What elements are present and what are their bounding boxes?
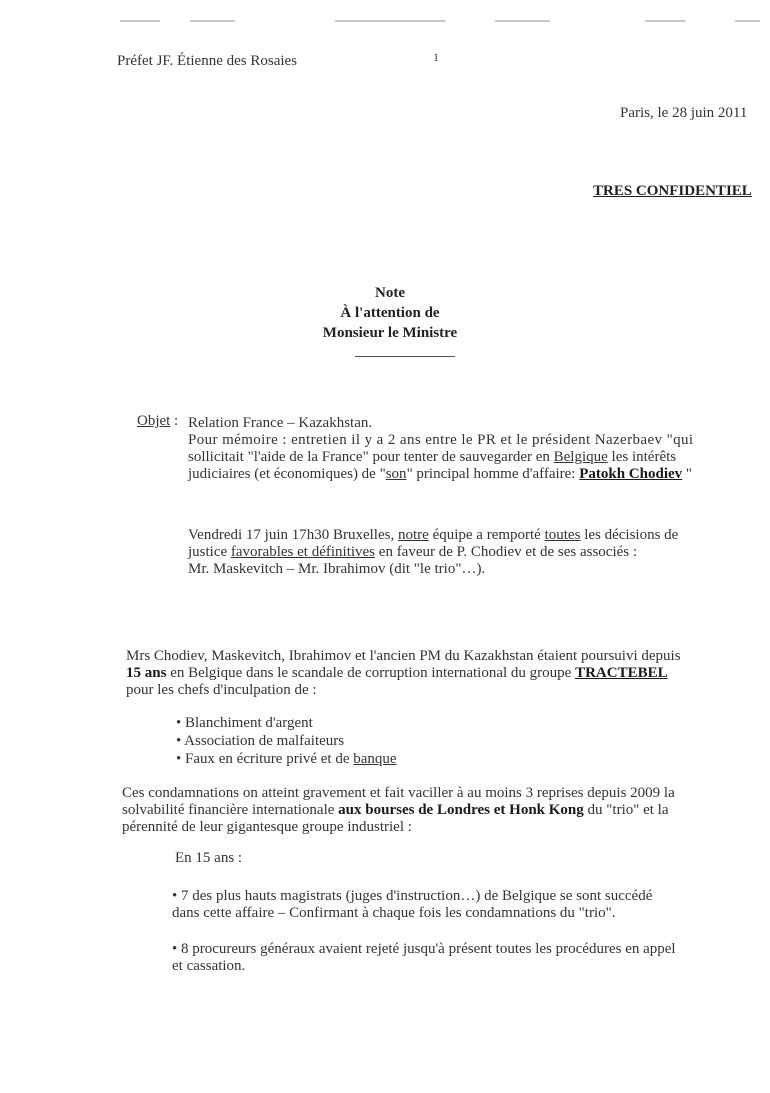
underlined-text: toutes [544,527,581,543]
paragraph-line [188,527,758,544]
scan-artifact [190,20,235,22]
bold-text: aux bourses de Londres et Honk Kong [338,802,584,818]
document-date: Paris, le 28 juin 2011 [620,105,748,121]
section-label: En 15 ans : [175,850,243,866]
scan-artifact [735,20,760,22]
paragraph-line: et cassation. [172,958,246,974]
paragraph-line: Mr. Maskevitch – Mr. Ibrahimov (dit "le trio"…). [188,561,486,577]
objet-paragraph [188,415,758,483]
title-line-minister: Monsieur le Ministre [322,325,458,341]
scan-artifact [335,20,445,22]
paragraph-line: • 7 des plus hauts magistrats (juges d'instruction…) de Belgique se sont succédé [172,888,653,904]
text: justice [188,544,231,560]
point-magistrats [172,888,762,922]
text: en Belgique dans le scandale de corruption international du groupe [166,665,576,681]
objet-colon: : [174,413,179,429]
text: les décisions de [580,527,679,543]
text: équipe a remporté [428,527,545,543]
text: judiciaires (et économiques) de " [188,466,386,482]
title-divider [355,356,455,357]
paragraph-line [122,802,762,819]
text: • Faux en écriture privé et de [176,751,354,767]
paragraph-line [126,665,766,682]
paragraph-line: dans cette affaire – Confirmant à chaque fois les condamnations du "trio". [172,905,616,921]
text: sollicitait "l'aide de la France" pour tenter de sauvegarder en [188,449,554,465]
underlined-text: son [385,466,407,482]
mrs-paragraph [126,648,766,699]
list-item: • Blanchiment d'argent [176,715,313,731]
title-line-attention: À l'attention de [340,305,440,321]
paragraph-line: • 8 procureurs généraux avaient rejeté jusqu'à présent toutes les procédures en appel [172,941,676,957]
underlined-text: banque [353,751,397,767]
classification-label: TRES CONFIDENTIEL [593,183,752,199]
title-line-note: Note [375,285,405,301]
objet-line [188,466,758,483]
text: Vendredi 17 juin 17h30 Bruxelles, [188,527,398,543]
text: solvabilité financière internationale [122,802,339,818]
text: du "trio" et la [583,802,669,818]
scan-artifact [495,20,550,22]
scan-artifact [120,20,160,22]
note-title [300,283,480,343]
paragraph-line [188,544,758,561]
paragraph-line: Ces condamnations on atteint gravement et fait vaciller à au moins 3 reprises depuis 2009 la [122,785,675,801]
bold-text: 15 ans [126,665,167,681]
paragraph-line: pérennité de leur gigantesque groupe industriel : [122,819,412,835]
text: " [682,466,693,482]
point-procureurs [172,941,762,975]
list-item: • Association de malfaiteurs [176,733,345,749]
ces-paragraph [122,785,762,836]
list-item [176,750,397,768]
text: les intérêts [607,449,677,465]
paragraph-line: pour les chefs d'inculpation de : [126,682,317,698]
highlighted-name: TRACTEBEL [575,665,668,681]
scan-artifact [645,20,685,22]
highlighted-name: Patokh Chodiev [579,466,683,482]
objet-subject: Relation France – Kazakhstan. [188,415,373,431]
underlined-text: favorables et définitives [230,544,376,560]
sender-name: Préfet JF. Étienne des Rosaies [117,53,298,69]
page-number: 1 [433,50,439,64]
text: en faveur de P. Chodiev et de ses associés : [375,544,638,560]
text: " principal homme d'affaire: [406,466,580,482]
underlined-text: notre [397,527,429,543]
objet-line: Pour mémoire : entretien il y a 2 ans entre le PR et le président Nazerbaev "qui [188,432,694,448]
charges-list [176,714,397,768]
paragraph-line: Mrs Chodiev, Maskevitch, Ibrahimov et l'ancien PM du Kazakhstan étaient poursuivi depuis [126,648,681,664]
objet-label: Objet [137,413,171,429]
objet-line [188,449,758,466]
underlined-text: Belgique [553,449,608,465]
vendredi-paragraph [188,527,758,578]
